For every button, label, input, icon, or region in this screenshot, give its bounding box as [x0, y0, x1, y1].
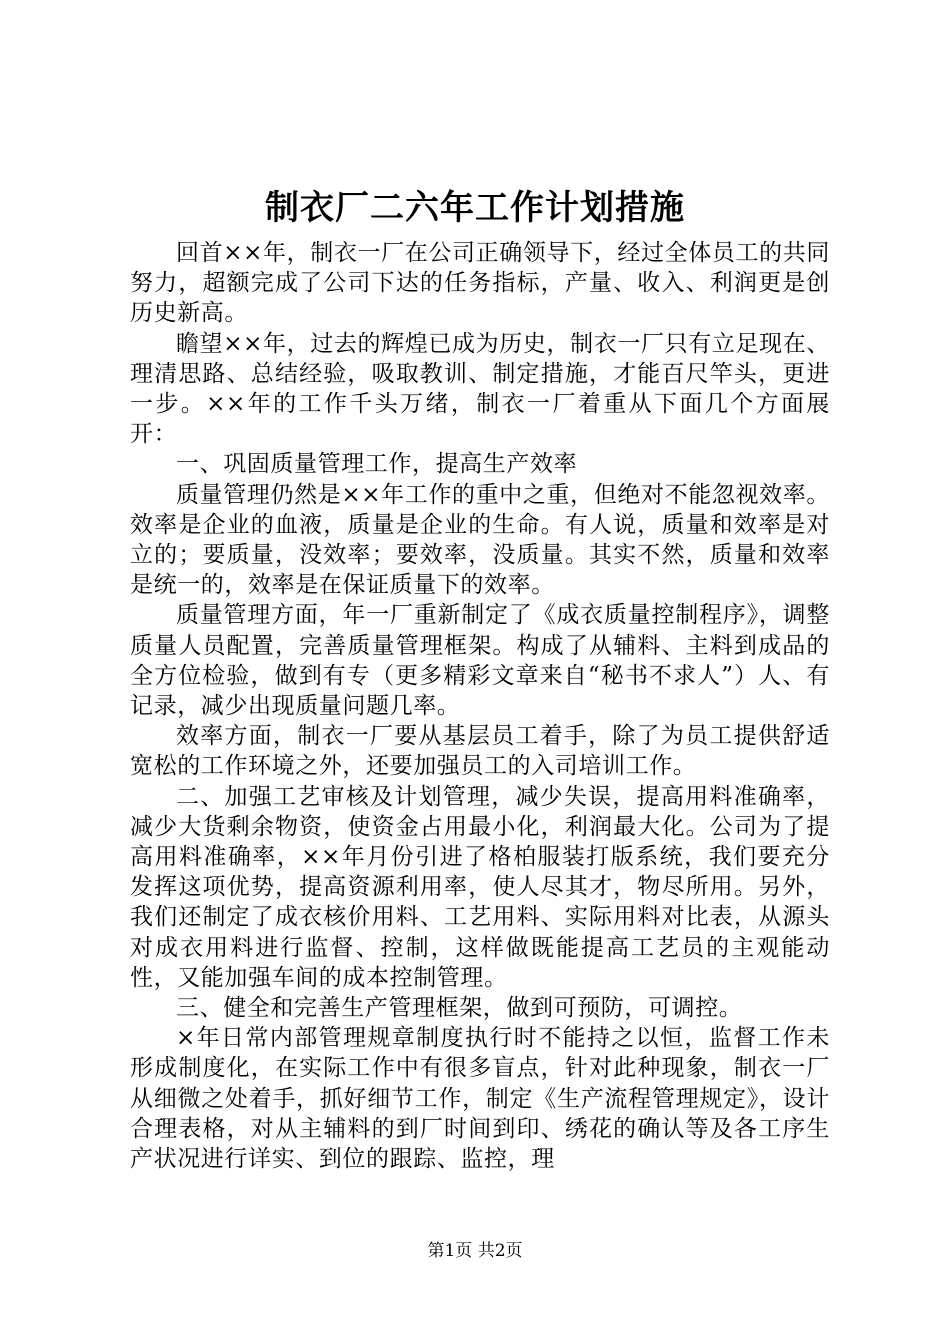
- paragraph: 效率方面，制衣一厂要从基层员工着手，除了为员工提供舒适宽松的工作环境之外，还要加强员工的入司培训工作。: [130, 723, 830, 780]
- section-paragraph: 二、加强工艺审核及计划管理，减少失误，提高用料准确率，减少大货剩余物资，使资金占用最小化，利润最大化。公司为了提高用料准确率，××年月份引进了格柏服装打版系统，我们要充分发挥这项优势，提高资源利用率，使人尽其才，物尽所用。另外，我们还制定了成衣核价用料、工艺用料、实际用料对比表，从源头对成衣用料进行监督、控制，这样做既能提高工艺员的主观能动性，又能加强车间的成本控制管理。: [130, 783, 830, 991]
- section-heading: 一、巩固质量管理工作，提高生产效率: [176, 451, 578, 478]
- paragraph: 质量管理方面，年一厂重新制定了《成衣质量控制程序》，调整质量人员配置，完善质量管理框架。构成了从辅料、主料到成品的全方位检验，做到有专（更多精彩文章来自“秘书不求人”）人、有记录，减少出现质量问题几率。: [130, 602, 830, 720]
- page-title: 制衣厂二六年工作计划措施: [265, 188, 685, 228]
- paragraph: 回首××年，制衣一厂在公司正确领导下，经过全体员工的共同努力，超额完成了公司下达的任务指标，产量、收入、利润更是创历史新高。: [130, 240, 830, 327]
- section-heading: 三、健全和完善生产管理框架，做到可预防，可调控。: [176, 995, 743, 1022]
- paragraph: 瞻望××年，过去的辉煌已成为历史，制衣一厂只有立足现在、理清思路、总结经验，吸取教训、制定措施，才能百尺竿头，更进一步。××年的工作千头万绪，制衣一厂着重从下面几个方面展开：: [130, 330, 830, 448]
- page-number: 第1页 共2页: [427, 1241, 523, 1261]
- paragraph: ×年日常内部管理规章制度执行时不能持之以恒，监督工作未形成制度化，在实际工作中有很多盲点，针对此种现象，制衣一厂从细微之处着手，抓好细节工作，制定《生产流程管理规定》，设计合理表格，对从主辅料的到厂时间到印、绣花的确认等及各工序生产状况进行详实、到位的跟踪、监控，理: [130, 1025, 830, 1173]
- paragraph: 质量管理仍然是××年工作的重中之重，但绝对不能忽视效率。效率是企业的血液，质量是企业的生命。有人说，质量和效率是对立的；要质量，没效率；要效率，没质量。其实不然，质量和效率是统一的，效率是在保证质量下的效率。: [130, 481, 830, 599]
- document-body: [130, 238, 830, 1174]
